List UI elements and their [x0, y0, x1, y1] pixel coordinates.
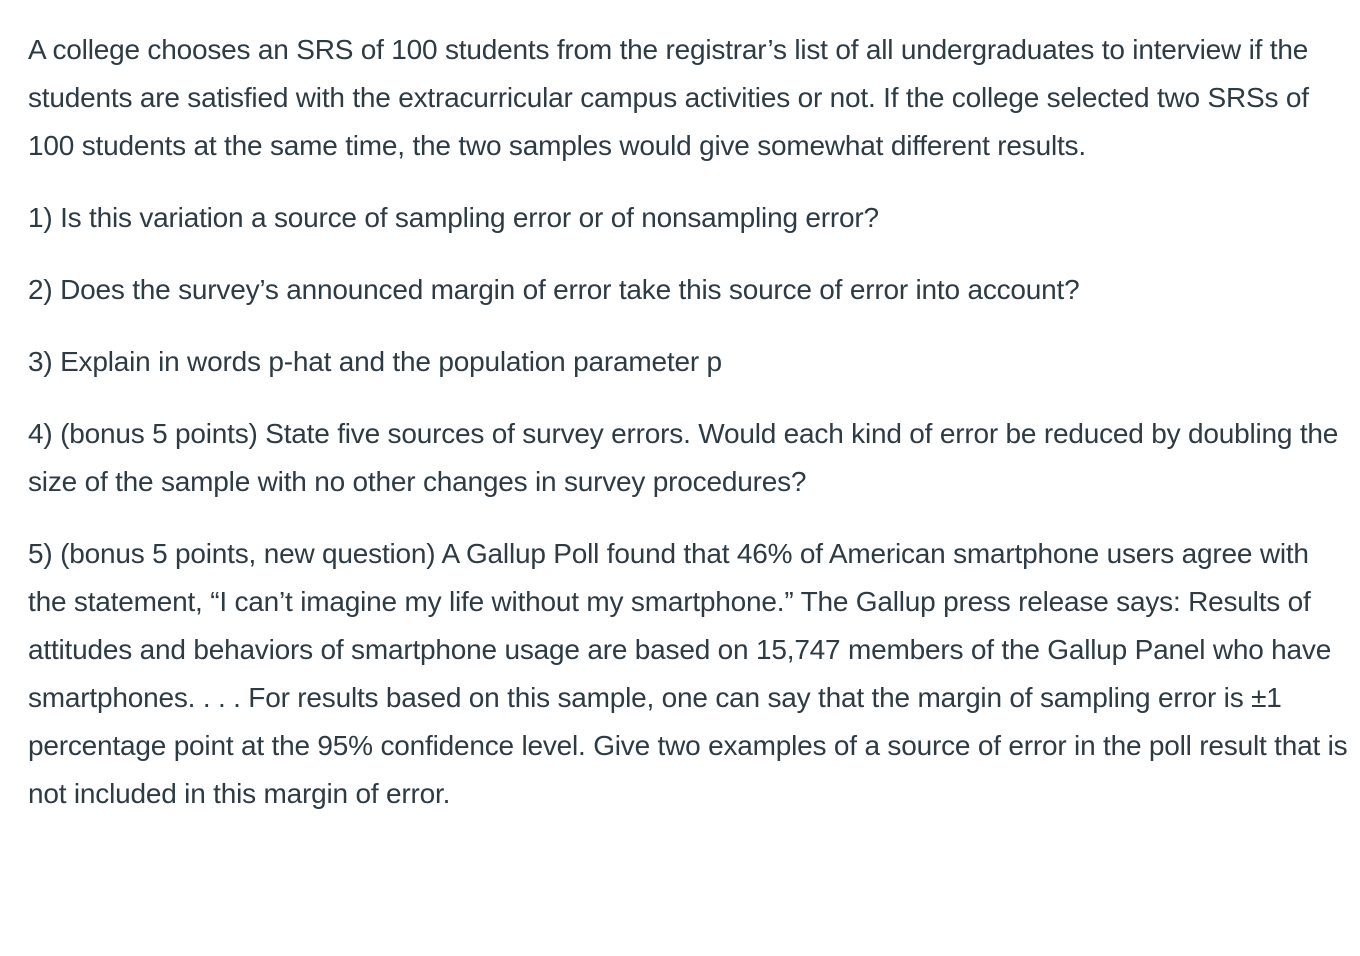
question-4: 4) (bonus 5 points) State five sources of survey errors. Would each kind of error be reduced by doubling the size of the sample with no other changes in survey procedures?: [28, 418, 1339, 497]
intro-paragraph: A college chooses an SRS of 100 students from the registrar’s list of all undergraduates to interview if the students are satisfied with the extracurricular campus activities or not. If the college selected two SRSs of 100 students at the same time, the two samples would give somewhat different results.: [28, 34, 1309, 161]
question-2: 2) Does the survey’s announced margin of error take this source of error into account?: [28, 274, 1080, 305]
question-text: [28, 26, 1352, 842]
question-1: 1) Is this variation a source of sampling error or of nonsampling error?: [28, 202, 879, 233]
question-3: 3) Explain in words p-hat and the population parameter p: [28, 346, 722, 377]
question-5: 5) (bonus 5 points, new question) A Gallup Poll found that 46% of American smartphone users agree with the statement, “I can’t imagine my life without my smartphone.” The Gallup press release says: Results of attitudes and behaviors of smartphone usage are based on 15,747 members of the Gallup Panel who have smartphones. . . . For results based on this sample, one can say that the margin of sampling error is ±1 percentage point at the 95% confidence level. Give two examples of a source of error in the poll result that is not included in this margin of error.: [28, 538, 1348, 809]
